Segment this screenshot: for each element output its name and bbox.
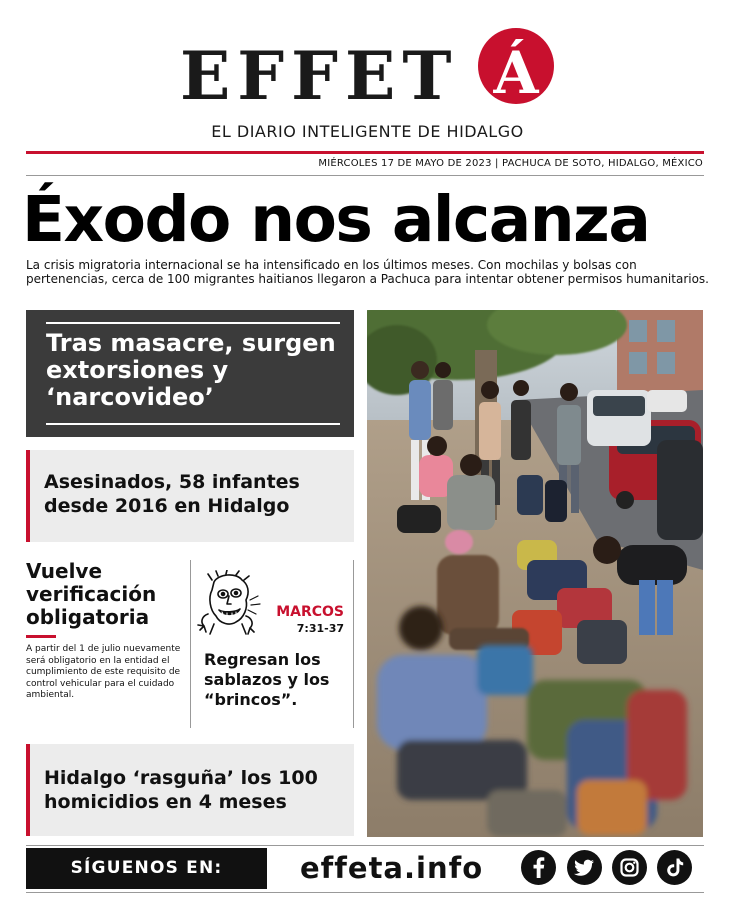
logo-accent-letter[interactable]: Á xyxy=(493,39,539,107)
story-extorsiones-title[interactable]: Tras masacre, surgen extorsiones y ‘narcovideo’ xyxy=(46,329,336,411)
tiktok-icon[interactable] xyxy=(657,850,692,885)
story-verificacion-accent xyxy=(26,635,56,638)
column-marcos[interactable] xyxy=(196,566,350,731)
site-link[interactable]: effeta.info xyxy=(300,851,484,885)
instagram-icon[interactable] xyxy=(612,850,647,885)
facebook-icon[interactable] xyxy=(521,850,556,885)
column-name: MARCOS xyxy=(276,604,344,620)
box-rule-bottom xyxy=(46,423,340,425)
story-homicidios[interactable] xyxy=(26,744,354,836)
columnist-caricature-icon xyxy=(196,570,262,636)
tagline: EL DIARIO INTELIGENTE DE HIDALGO xyxy=(211,122,524,141)
dateline-divider xyxy=(26,175,704,176)
lead-photo[interactable] xyxy=(367,310,703,837)
migrants-photo-illustration xyxy=(367,310,703,837)
column-divider xyxy=(190,560,191,728)
dateline: MIÉRCOLES 17 DE MAYO DE 2023 | PACHUCA DE SOTO, HIDALGO, MÉXICO xyxy=(318,158,703,169)
masthead xyxy=(0,18,735,141)
footer-divider-bottom xyxy=(26,892,704,893)
story-verificacion-title[interactable]: Vuelve verificación obligatoria xyxy=(26,559,157,629)
box-rule-top xyxy=(46,322,340,324)
lead-lede: La crisis migratoria internacional se ha intensificado en los últimos meses. Con mochilas y bolsas con pertenencias, cerca de 100 migrantes haitianos llegaron a Pachuca para intentar obtener permisos humanitarios. xyxy=(26,258,709,286)
logo-wordmark[interactable]: EFFET xyxy=(180,37,459,115)
lead-headline[interactable]: Éxodo nos alcanza xyxy=(22,183,650,256)
story-extorsiones[interactable] xyxy=(26,310,354,437)
twitter-icon[interactable] xyxy=(567,850,602,885)
story-verificacion-body: A partir del 1 de julio nuevamente será obligatorio en la entidad el cumplimiento de este requisito de control vehicular para el cuidado ambiental. xyxy=(26,644,181,700)
story-verificacion[interactable] xyxy=(26,560,186,730)
footer-divider-top xyxy=(26,845,704,846)
column-text[interactable]: Regresan los sablazos y los “brincos”. xyxy=(204,650,330,709)
story-homicidios-title[interactable]: Hidalgo ‘rasguña’ los 100 homicidios en 4 meses xyxy=(44,767,318,813)
follow-us-label: SÍGUENOS EN: xyxy=(26,848,267,889)
story-infantes-title[interactable]: Asesinados, 58 infantes desde 2016 en Hidalgo xyxy=(44,471,300,517)
masthead-divider xyxy=(26,151,704,154)
story-infantes[interactable] xyxy=(26,450,354,542)
column-reference: 7:31-37 xyxy=(296,622,344,635)
